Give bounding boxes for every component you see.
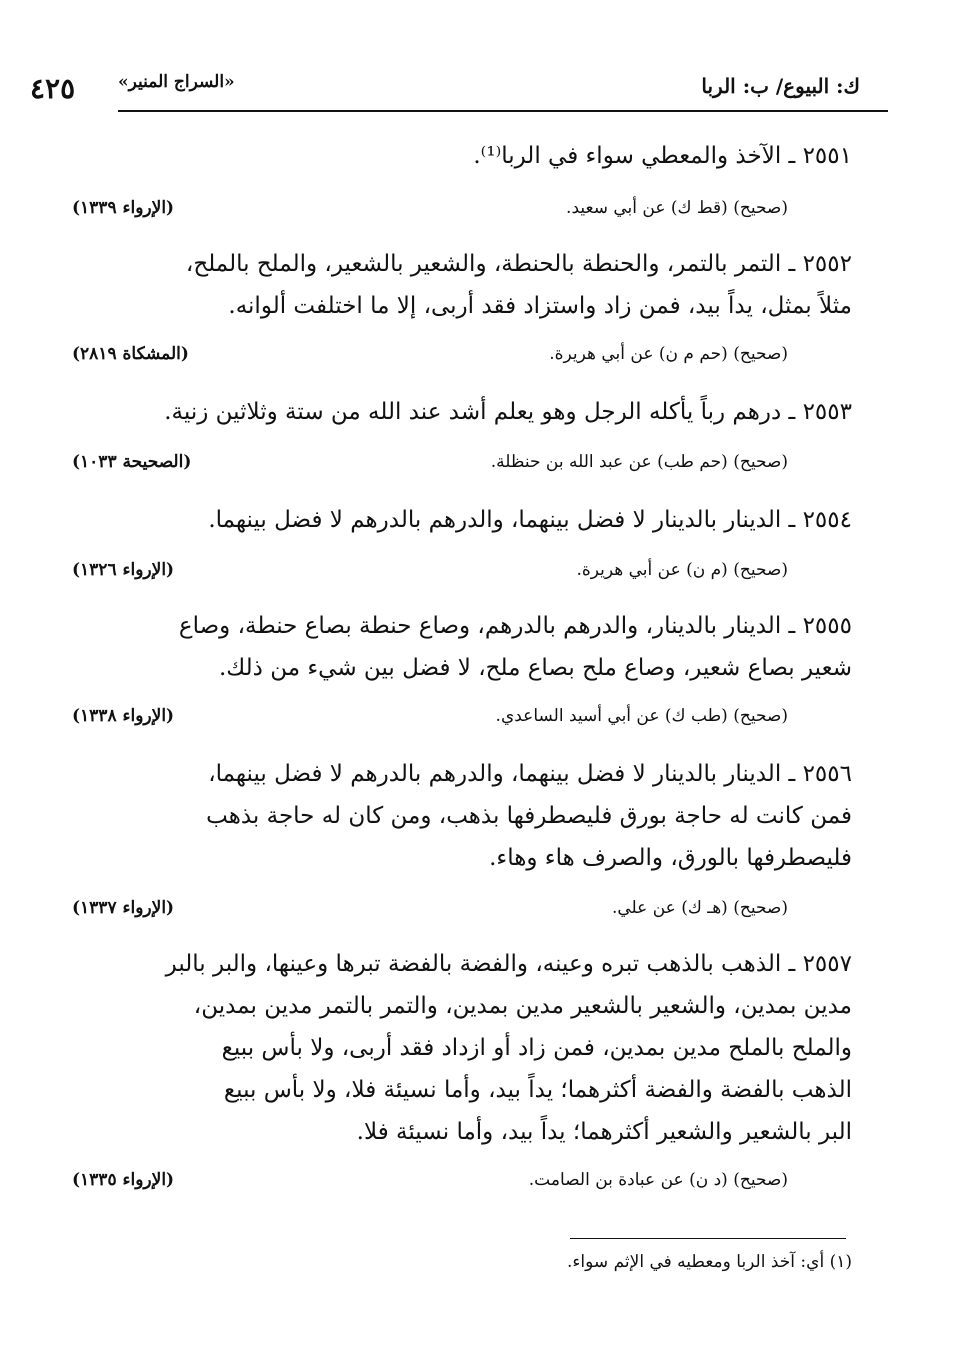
grade-source: (صحيح) (حم م ن) عن أبي هريرة.	[549, 344, 788, 364]
hadith-2553-line-1: ٢٥٥٣ ـ درهم رباً يأكله الرجل وهو يعلم أشد عند الله من ستة وثلاثين زنية.	[164, 399, 852, 425]
page-number: ٤٢٥	[30, 72, 76, 105]
grade-source: (صحيح) (د ن) عن عبادة بن الصامت.	[528, 1170, 788, 1190]
grade-reference: (الإرواء ١٣٣٨)	[72, 706, 175, 726]
hadith-2557-line-3: والملح بالملح مدين بمدين، فمن زاد أو ازداد فقد أربى، ولا بأس ببيع	[221, 1035, 852, 1061]
header-rule	[118, 110, 888, 112]
hadith-2554-line-1: ٢٥٥٤ ـ الدينار بالدينار لا فضل بينهما، والدرهم بالدرهم لا فضل بينهما.	[208, 507, 852, 533]
grade-reference: (الإرواء ١٣٣٧)	[72, 898, 175, 918]
hadith-2557-line-1: ٢٥٥٧ ـ الذهب بالذهب تبره وعينه، والفضة بالفضة تبرها وعينها، والبر بالبر	[165, 951, 852, 977]
hadith-2557-grade	[72, 1170, 852, 1200]
hadith-2557-line-5: البر بالشعير والشعير أكثرهما؛ يداً بيد، وأما نسيئة فلا.	[356, 1119, 852, 1145]
hadith-2554-grade	[72, 560, 852, 590]
grade-reference: (الإرواء ١٣٣٥)	[72, 1170, 175, 1190]
hadith-2552-grade	[72, 344, 852, 374]
grade-reference: (المشكاة ٢٨١٩)	[72, 344, 189, 364]
hadith-2551-line-1: ٢٥٥١ ـ الآخذ والمعطي سواء في الربا⁽¹⁾.	[473, 143, 852, 169]
grade-reference: (الصحيحة ١٠٣٣)	[72, 452, 192, 472]
grade-source: (صحيح) (م ن) عن أبي هريرة.	[576, 560, 788, 580]
hadith-2556-grade	[72, 898, 852, 928]
hadith-2557-line-4: الذهب بالفضة والفضة أكثرهما؛ يداً بيد، وأما نسيئة فلا، ولا بأس ببيع	[223, 1077, 852, 1103]
page-header	[30, 68, 860, 108]
hadith-2556-line-1: ٢٥٥٦ ـ الدينار بالدينار لا فضل بينهما، والدرهم بالدرهم لا فضل بينهما،	[208, 761, 852, 787]
grade-source: (صحيح) (حم طب) عن عبد الله بن حنظلة.	[490, 452, 788, 472]
footnote: (١) أي: آخذ الربا ومعطيه في الإثم سواء.	[567, 1252, 852, 1272]
grade-reference: (الإرواء ١٣٣٩)	[72, 198, 175, 218]
hadith-2557-line-2: مدين بمدين، والشعير بالشعير مدين بمدين، والتمر بالتمر مدين بمدين،	[193, 993, 852, 1019]
book-title: «السراج المنير»	[118, 72, 235, 92]
grade-source: (صحيح) (هـ ك) عن علي.	[611, 898, 788, 918]
footnote-rule	[570, 1238, 846, 1239]
hadith-2552-line-2: مثلاً بمثل، يداً بيد، فمن زاد واستزاد فقد أربى، إلا ما اختلفت ألوانه.	[228, 293, 852, 319]
hadith-2555-grade	[72, 706, 852, 736]
grade-reference: (الإرواء ١٣٢٦)	[72, 560, 175, 580]
grade-source: (صحيح) (طب ك) عن أبي أسيد الساعدي.	[495, 706, 788, 726]
hadith-2553-grade	[72, 452, 852, 482]
hadith-2555-line-2: شعير بصاع شعير، وصاع ملح بصاع ملح، لا فضل بين شيء من ذلك.	[218, 655, 852, 681]
hadith-2552-line-1: ٢٥٥٢ ـ التمر بالتمر، والحنطة بالحنطة، والشعير بالشعير، والملح بالملح،	[185, 251, 852, 277]
grade-source: (صحيح) (قط ك) عن أبي سعيد.	[566, 198, 788, 218]
hadith-2551-grade	[72, 198, 852, 228]
chapter-title: ك: البيوع/ ب: الربا	[701, 74, 860, 98]
hadith-2556-line-3: فليصطرفها بالورق، والصرف هاء وهاء.	[489, 845, 852, 871]
hadith-2556-line-2: فمن كانت له حاجة بورق فليصطرفها بذهب، ومن كان له حاجة بذهب	[206, 803, 852, 829]
hadith-2555-line-1: ٢٥٥٥ ـ الدينار بالدينار، والدرهم بالدرهم، وصاع حنطة بصاع حنطة، وصاع	[178, 613, 852, 639]
